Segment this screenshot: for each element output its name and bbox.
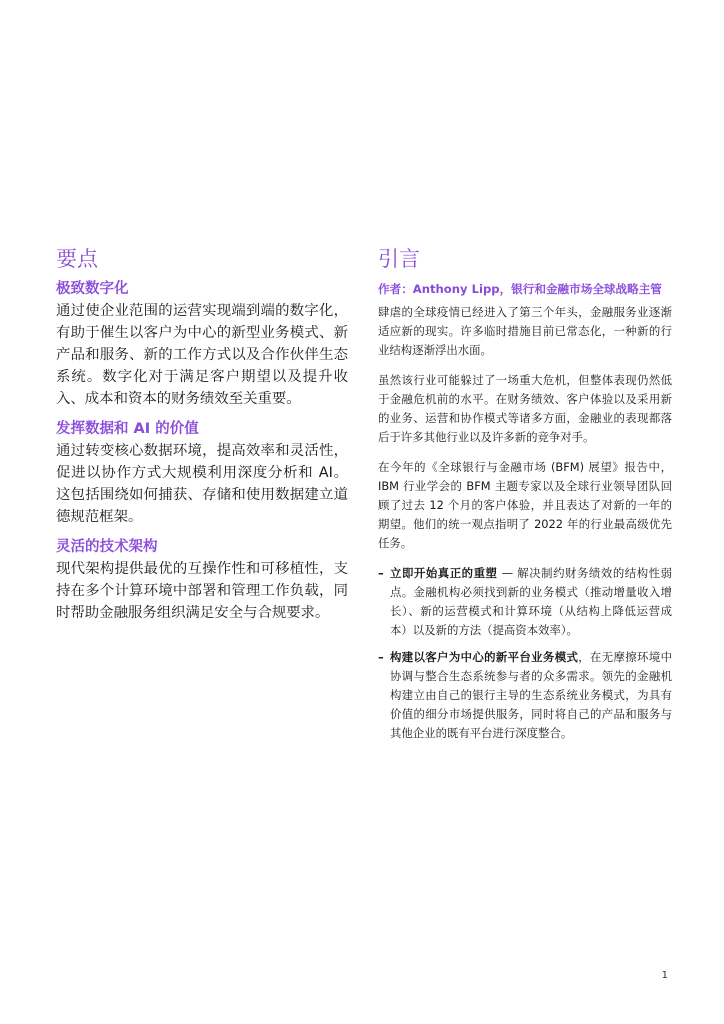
priority-text: — 解决制约财务绩效的结构性弱点。金融机构必须找到新的业务模式（推动增量收入增长）、新的运营模式和计算环境（从结构上降低运营成本）以及新的方法（提高资本效率）。 — [390, 566, 672, 637]
key-point-body: 现代架构提供最优的互操作性和可移植性，支持在多个计算环境中部署和管理工作负载，同时帮助金融服务组织满足安全与合规要求。 — [56, 561, 348, 621]
bullet-dash: – — [378, 650, 384, 664]
priority-item — [378, 648, 672, 743]
key-point-heading: 灵活的技术架构 — [56, 539, 158, 555]
introduction-content — [378, 280, 672, 751]
intro-paragraph: 在今年的《全球银行与金融市场 (BFM) 展望》报告中，IBM 行业学会的 BFM 主题专家以及全球行业领导团队回顾了过去 12 个月的客户体验，并且表达了对新的一年的期望。他们的统一观点指明了 2022 年的行业最高级优先任务。 — [378, 460, 672, 550]
intro-paragraph: 虽然该行业可能躲过了一场重大危机，但整体表现仍然低于金融危机前的水平。在财务绩效、客户体验以及采用新的业务、运营和协作模式等诸多方面，金融业的表现都落后于许多其他行业以及许多新的竞争对手。 — [378, 373, 672, 444]
bullet-dash: – — [378, 566, 384, 580]
author-byline: 作者：Anthony Lipp，银行和金融市场全球战略主管 — [378, 282, 662, 296]
key-point — [56, 418, 348, 528]
priority-item — [378, 564, 672, 640]
priority-lead: 构建以客户为中心的新平台业务模式 — [390, 650, 579, 664]
key-point-heading: 极致数字化 — [56, 281, 129, 297]
intro-paragraph: 肆虐的全球疫情已经进入了第三个年头，金融服务业逐渐适应新的现实。许多临时措施目前已常态化，一种新的行业结构逐渐浮出水面。 — [378, 305, 672, 357]
priority-lead: 立即开始真正的重塑 — [390, 566, 498, 580]
priority-text: ，在无摩擦环境中协调与整合生态系统参与者的众多需求。领先的金融机构建立由自己的银行主导的生态系统业务模式，为具有价值的细分市场提供服务，同时将自己的产品和服务与其他企业的既有平台进行深度整合。 — [390, 650, 672, 740]
key-point-body: 通过转变核心数据环境，提高效率和灵活性，促进以协作方式大规模利用深度分析和 AI。这包括围绕如何捕获、存储和使用数据建立道德规范框架。 — [56, 443, 348, 525]
introduction-title: 引言 — [378, 247, 420, 271]
key-points-title: 要点 — [56, 247, 98, 271]
key-point — [56, 536, 348, 624]
page-number: 1 — [661, 970, 668, 981]
key-point-heading: 发挥数据和 AI 的价值 — [56, 421, 199, 437]
priority-list — [378, 564, 672, 743]
key-point — [56, 278, 348, 410]
key-points-list — [56, 278, 348, 632]
key-point-body: 通过使企业范围的运营实现端到端的数字化，有助于催生以客户为中心的新型业务模式、新产品和服务、新的工作方式以及合作伙伴生态系统。数字化对于满足客户期望以及提升收入、成本和资本的财务绩效至关重要。 — [56, 303, 348, 407]
